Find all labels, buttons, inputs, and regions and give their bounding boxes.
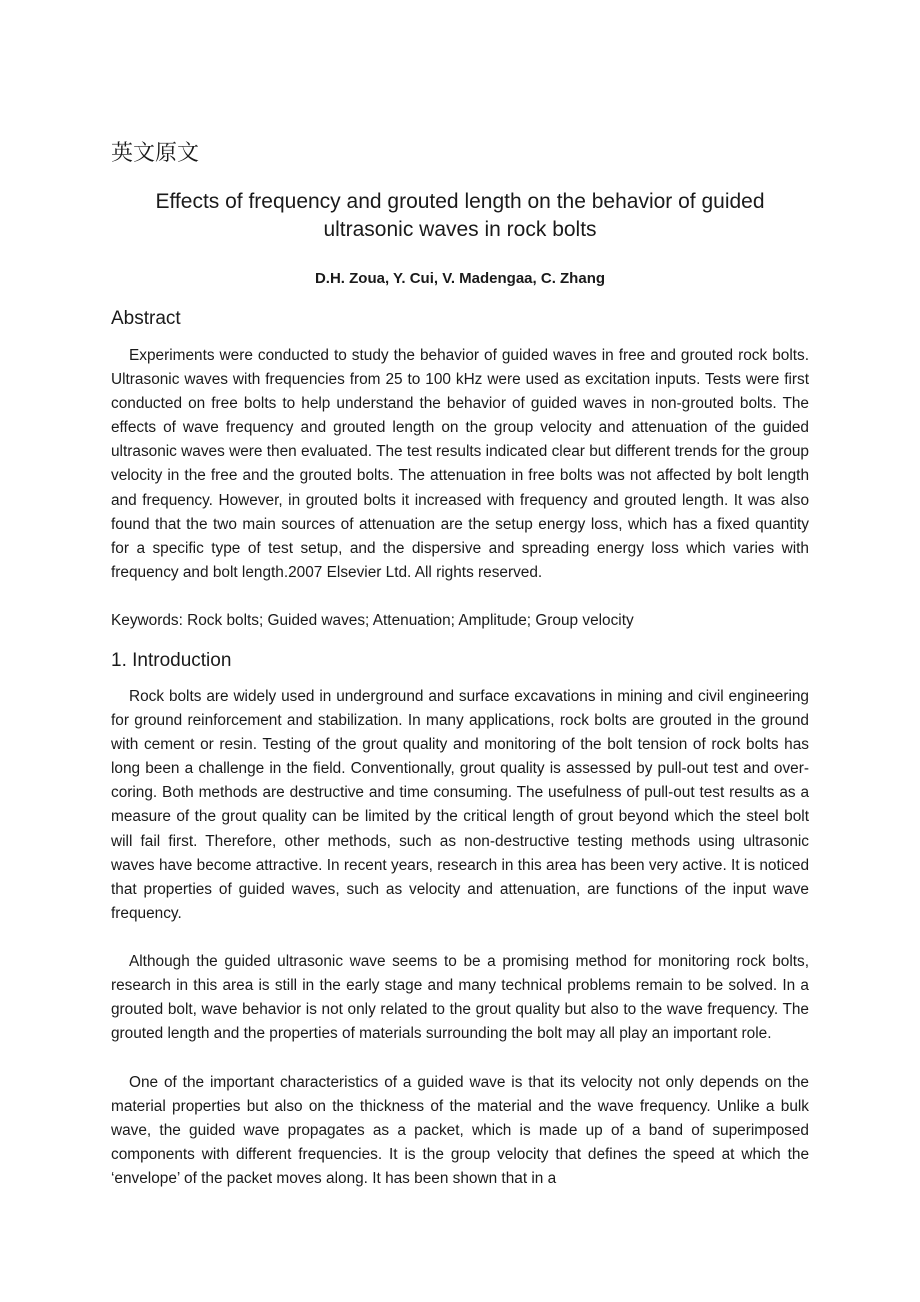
introduction-heading: 1. Introduction (111, 650, 232, 671)
abstract-heading: Abstract (111, 308, 181, 329)
abstract-text: Experiments were conducted to study the behavior of guided waves in free and grouted rock bolts. Ultrasonic waves with frequencies from 25 to 100 kHz were used as excitation inputs. Tests were first conducted on free bolts to help understand the behavior of guided waves in non-grouted bolts. The effects of wave frequency and grouted length on the group velocity and attenuation of the guided ultrasonic waves were then evaluated. The test results indicated clear but different trends for the group velocity in the free and the grouted bolts. The attenuation in free bolts was not affected by bolt length and frequency. However, in grouted bolts it increased with frequency and grouted length. It was also found that the two main sources of attenuation are the setup energy loss, which has a fixed quantity for a specific type of test setup, and the dispersive and spreading energy loss which varies with frequency and bolt length.2007 Elsevier Ltd. All rights reserved. (111, 347, 809, 581)
paragraph: Rock bolts are widely used in underground and surface excavations in mining and civil engineering for ground reinforcement and stabilization. In many applications, rock bolts are grouted in the ground with cement or resin. Testing of the grout quality and monitoring of the bolt tension of rock bolts has long been a challenge in the field. Conventionally, grout quality is assessed by pull-out test and over-coring. Both methods are destructive and time consuming. The usefulness of pull-out test results as a measure of the grout quality can be limited by the critical length of grout beyond which the steel bolt will fail first. Therefore, other methods, such as non-destructive testing methods using ultrasonic waves have become attractive. In recent years, research in this area has been very active. It is noticed that properties of guided waves, such as velocity and attenuation, are functions of the input wave frequency. (111, 688, 809, 922)
paragraph: One of the important characteristics of a guided wave is that its velocity not only depends on the material properties but also on the thickness of the material and the wave frequency. Unlike a bulk wave, the guided wave propagates as a packet, which is made up of a band of superimposed components with different frequencies. It is the group velocity that defines the speed at which the ‘envelope’ of the packet moves along. It has been shown that in a (111, 1074, 809, 1188)
section-label: 英文原文 (111, 141, 200, 166)
paragraph: Although the guided ultrasonic wave seems to be a promising method for monitoring rock bolts, research in this area is still in the early stage and many technical problems remain to be solved. In a grouted bolt, wave behavior is not only related to the grout quality but also to the wave frequency. The grouted length and the properties of materials surrounding the bolt may all play an important role. (111, 953, 809, 1043)
author-list: D.H. Zoua, Y. Cui, V. Madengaa, C. Zhang (314, 270, 606, 287)
paper-title: Effects of frequency and grouted length on the behavior of guided ultrasonic waves in rock bolts (155, 190, 765, 241)
keywords: Keywords: Rock bolts; Guided waves; Attenuation; Amplitude; Group velocity (111, 612, 634, 629)
